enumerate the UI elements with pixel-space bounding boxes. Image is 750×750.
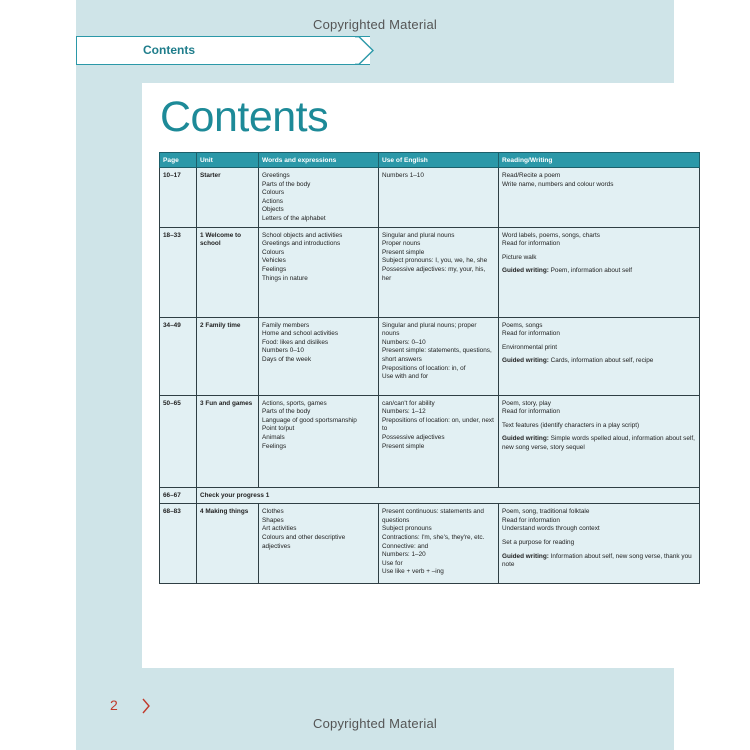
guided-writing-label: Guided writing:	[502, 435, 549, 443]
list-item: Letters of the alphabet	[262, 214, 326, 222]
list-item: Vehicles	[262, 257, 286, 265]
list-item: Objects	[262, 206, 284, 214]
guided-writing	[502, 357, 696, 366]
header-tab-label: Contents	[143, 43, 195, 57]
col-header-words: Words and expressions	[259, 153, 379, 168]
cell-page: 18–33	[160, 227, 197, 317]
page-number: 2	[110, 697, 118, 713]
list-item: Possessive adjectives	[382, 433, 445, 441]
cell-page: 50–65	[160, 395, 197, 487]
page-title: Contents	[160, 93, 329, 141]
list-item: Present simple	[382, 248, 425, 256]
list-item: Subject pronouns: I, you, we, he, she	[382, 257, 488, 265]
list-item: Feelings	[262, 442, 287, 450]
guided-writing-text: Poem, information about self	[548, 267, 632, 275]
list-item: Word labels, poems, songs, charts	[502, 231, 600, 239]
cell-unit: 3 Fun and games	[197, 395, 259, 487]
col-header-page: Page	[160, 153, 197, 168]
cell-unit: 4 Making things	[197, 504, 259, 584]
list-item: Home and school activities	[262, 330, 339, 338]
cell-reading	[499, 395, 700, 487]
cell-unit: Check your progress 1	[197, 487, 700, 504]
table-header-row	[160, 153, 700, 168]
cell-words	[259, 317, 379, 395]
list-item: Singular and plural nouns; proper nouns	[382, 321, 477, 338]
list-item: Use with and for	[382, 373, 429, 381]
cell-page: 66–67	[160, 487, 197, 504]
table-row	[160, 395, 700, 487]
list-item: Greetings and introductions	[262, 240, 341, 248]
guided-writing-label: Guided writing:	[502, 357, 549, 365]
list-item: Shapes	[262, 516, 284, 524]
list-item: Animals	[262, 433, 285, 441]
list-item: Subject pronouns	[382, 525, 432, 533]
chevron-right-icon	[141, 698, 151, 714]
list-item: Read for information	[502, 408, 560, 416]
guided-writing	[502, 267, 696, 276]
cell-words	[259, 395, 379, 487]
list-item: School objects and activities	[262, 231, 343, 239]
list-item: Picture walk	[502, 253, 537, 261]
guided-writing-text: Simple words spelled aloud, information about self, new song verse, story sequel	[502, 435, 695, 451]
guided-writing-label: Guided writing:	[502, 267, 549, 275]
list-item: Days of the week	[262, 355, 312, 363]
table-row	[160, 227, 700, 317]
table-row	[160, 317, 700, 395]
list-item: Poem, story, play	[502, 399, 551, 407]
cell-words	[259, 227, 379, 317]
list-item: Connective: and	[382, 542, 429, 550]
list-item: Point to/put	[262, 425, 295, 433]
header-tab	[76, 36, 370, 65]
col-header-reading: Reading/Writing	[499, 153, 700, 168]
cell-reading	[499, 317, 700, 395]
cell-english	[379, 395, 499, 487]
list-item: Use for	[382, 559, 403, 567]
cell-page: 68–83	[160, 504, 197, 584]
list-item: Numbers: 0–10	[382, 338, 426, 346]
list-item: Greetings	[262, 172, 290, 179]
list-item: Numbers 0–10	[262, 347, 304, 355]
list-item: Use like + verb + –ing	[382, 568, 444, 576]
cell-reading	[499, 227, 700, 317]
list-item: Set a purpose for reading	[502, 538, 575, 546]
table-row	[160, 487, 700, 504]
cell-reading	[499, 168, 700, 228]
guided-writing-text: Cards, information about self, recipe	[548, 357, 654, 365]
col-header-english: Use of English	[379, 153, 499, 168]
list-item: Clothes	[262, 508, 284, 516]
contents-table	[159, 152, 700, 584]
list-item: Prepositions of location: in, of	[382, 364, 466, 372]
table-row	[160, 168, 700, 228]
list-item: Possessive adjectives: my, your, his, her	[382, 265, 486, 282]
list-item: Colours	[262, 189, 285, 197]
list-item: Proper nouns	[382, 240, 421, 248]
guided-writing-text: Information about self, new song verse, thank you note	[502, 552, 692, 569]
list-item: Understand words through context	[502, 525, 600, 533]
list-item: Language of good sportsmanship	[262, 416, 357, 424]
watermark-bottom: Copyrighted Material	[313, 716, 437, 731]
cell-page: 10–17	[160, 168, 197, 228]
list-item: Read for information	[502, 240, 560, 248]
list-item: Read/Recite a poem	[502, 172, 561, 179]
tab-arrow-icon	[355, 36, 375, 65]
table-row	[160, 504, 700, 584]
list-item: Colours	[262, 248, 285, 256]
list-item: Actions	[262, 197, 283, 205]
cell-english	[379, 168, 499, 228]
guided-writing	[502, 553, 696, 570]
list-item: Present continuous: statements and questions	[382, 508, 484, 524]
list-item: Read for information	[502, 516, 560, 524]
list-item: Family members	[262, 321, 310, 329]
list-item: Read for information	[502, 330, 560, 338]
watermark-top: Copyrighted Material	[313, 17, 437, 32]
list-item: can/can't for ability	[382, 399, 435, 407]
guided-writing-label: Guided writing:	[502, 552, 549, 560]
cell-page: 34–49	[160, 317, 197, 395]
list-item: Art activities	[262, 525, 297, 533]
list-item: Numbers: 1–20	[382, 551, 426, 559]
list-item: Poems, songs	[502, 321, 543, 329]
list-item: Text features (identify characters in a play script)	[502, 421, 640, 429]
list-item: Present simple: statements, questions, short answers	[382, 347, 492, 363]
cell-reading	[499, 504, 700, 584]
list-item: Poem, song, traditional folktale	[502, 508, 590, 516]
list-item: Feelings	[262, 265, 287, 273]
list-item: Actions, sports, games	[262, 399, 327, 407]
list-item: Things in nature	[262, 274, 308, 282]
list-item: Environmental print	[502, 343, 558, 351]
list-item: Parts of the body	[262, 180, 311, 188]
cell-english	[379, 317, 499, 395]
list-item: Colours and other descriptive adjectives	[262, 533, 346, 550]
list-item: Singular and plural nouns	[382, 231, 455, 239]
list-item: Present simple	[382, 442, 425, 450]
list-item: Prepositions of location: on, under, next to	[382, 416, 494, 433]
cell-unit: 1 Welcome to school	[197, 227, 259, 317]
list-item: Food: likes and dislikes	[262, 338, 329, 346]
cell-words	[259, 168, 379, 228]
cell-english	[379, 504, 499, 584]
list-item: Numbers: 1–12	[382, 408, 426, 416]
list-item: Numbers 1–10	[382, 172, 424, 179]
guided-writing	[502, 435, 696, 452]
col-header-unit: Unit	[197, 153, 259, 168]
list-item: Write name, numbers and colour words	[502, 180, 614, 188]
cell-english	[379, 227, 499, 317]
list-item: Contractions: I'm, she's, they're, etc.	[382, 533, 485, 541]
cell-unit: Starter	[197, 168, 259, 228]
cell-unit: 2 Family time	[197, 317, 259, 395]
list-item: Parts of the body	[262, 408, 311, 416]
cell-words	[259, 504, 379, 584]
